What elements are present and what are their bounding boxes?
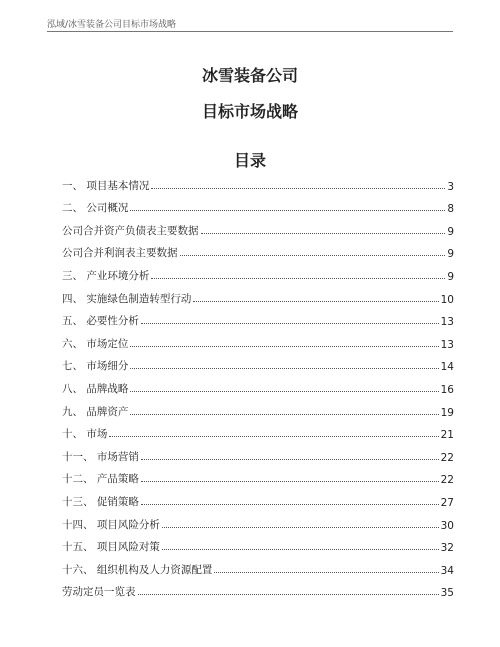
toc-entry-label: 十四、 项目风险分析 [62, 518, 160, 531]
toc-entry[interactable] [62, 577, 454, 600]
toc-entry-label: 公司合并资产负债表主要数据 [62, 224, 199, 237]
toc-entry[interactable] [62, 193, 454, 216]
toc-entry-label: 七、 市场细分 [62, 360, 129, 373]
toc-entry[interactable] [62, 238, 454, 261]
header-divider [47, 31, 453, 32]
toc-entry[interactable] [62, 328, 454, 351]
toc-leader-dots [180, 255, 446, 256]
toc-entry-page: 35 [440, 587, 454, 600]
toc-entry[interactable] [62, 419, 454, 442]
toc-entry-page: 9 [447, 270, 454, 283]
toc-entry-label: 六、 市场定位 [62, 337, 129, 350]
toc-leader-dots [130, 210, 445, 211]
toc-leader-dots [141, 459, 439, 460]
toc-entry-label: 一、 项目基本情况 [62, 179, 150, 192]
toc-entry[interactable] [62, 306, 454, 329]
toc-entry-page: 32 [440, 542, 454, 555]
toc-entry[interactable] [62, 373, 454, 396]
toc-entry-page: 8 [447, 203, 454, 216]
toc-entry-label: 十三、 促销策略 [62, 495, 139, 508]
toc-leader-dots [141, 481, 439, 482]
toc-entry[interactable] [62, 215, 454, 238]
toc-entry[interactable] [62, 509, 454, 532]
toc-entry-page: 21 [440, 429, 454, 442]
toc-leader-dots [109, 436, 438, 437]
document-title-line2: 目标市场战略 [201, 102, 298, 121]
toc-entry[interactable] [62, 283, 454, 306]
toc-entry-page: 9 [447, 248, 454, 261]
toc-entry-page: 30 [440, 519, 454, 532]
toc-leader-dots [162, 527, 439, 528]
toc-entry-label: 十、 市场 [62, 428, 108, 441]
toc-entry-page: 34 [440, 564, 454, 577]
toc-entry-label: 五、 必要性分析 [62, 315, 139, 328]
document-title-line1: 冰雪装备公司 [201, 66, 298, 85]
toc-entry-label: 四、 实施绿色制造转型行动 [62, 292, 192, 305]
toc-entry[interactable] [62, 486, 454, 509]
toc-entry[interactable] [62, 554, 454, 577]
toc-entry-label: 二、 公司概况 [62, 202, 129, 215]
toc-leader-dots [130, 346, 438, 347]
toc-entry-page: 13 [440, 316, 454, 329]
page-header: 泓域/冰雪装备公司目标市场战略 [47, 20, 177, 30]
toc-leader-dots [151, 278, 445, 279]
toc-leader-dots [141, 323, 439, 324]
toc-entry-label: 十五、 项目风险对策 [62, 541, 160, 554]
toc-entry-label: 十一、 市场营销 [62, 450, 139, 463]
toc-entry-page: 9 [447, 225, 454, 238]
toc-entry[interactable] [62, 260, 454, 283]
toc-leader-dots [130, 368, 438, 369]
toc-heading: 目录 [233, 151, 266, 170]
toc-entry-label: 十二、 产品策略 [62, 473, 139, 486]
toc-entry-label: 公司合并利润表主要数据 [62, 247, 178, 260]
toc-leader-dots [141, 504, 439, 505]
toc-entry-page: 19 [440, 406, 454, 419]
toc-entry-label: 十六、 组织机构及人力资源配置 [62, 563, 213, 576]
toc-entry[interactable] [62, 351, 454, 374]
toc-entry-page: 22 [440, 451, 454, 464]
toc-entry[interactable] [62, 170, 454, 193]
table-of-contents [62, 170, 454, 599]
toc-leader-dots [162, 549, 439, 550]
toc-entry-label: 八、 品牌战略 [62, 382, 129, 395]
toc-entry-page: 14 [440, 361, 454, 374]
toc-entry-label: 九、 品牌资产 [62, 405, 129, 418]
toc-leader-dots [130, 391, 438, 392]
toc-entry-label: 三、 产业环境分析 [62, 269, 150, 282]
toc-leader-dots [130, 414, 438, 415]
toc-leader-dots [201, 233, 446, 234]
toc-leader-dots [138, 594, 439, 595]
toc-entry[interactable] [62, 464, 454, 487]
toc-entry-page: 27 [440, 496, 454, 509]
toc-entry[interactable] [62, 441, 454, 464]
toc-entry-page: 16 [440, 383, 454, 396]
toc-entry-page: 10 [440, 293, 454, 306]
toc-entry-label: 劳动定员一览表 [62, 586, 136, 599]
toc-leader-dots [151, 188, 445, 189]
toc-entry-page: 3 [447, 180, 454, 193]
toc-entry[interactable] [62, 396, 454, 419]
toc-leader-dots [214, 572, 438, 573]
toc-leader-dots [193, 301, 438, 302]
toc-entry[interactable] [62, 532, 454, 555]
toc-entry-page: 22 [440, 474, 454, 487]
toc-entry-page: 13 [440, 338, 454, 351]
